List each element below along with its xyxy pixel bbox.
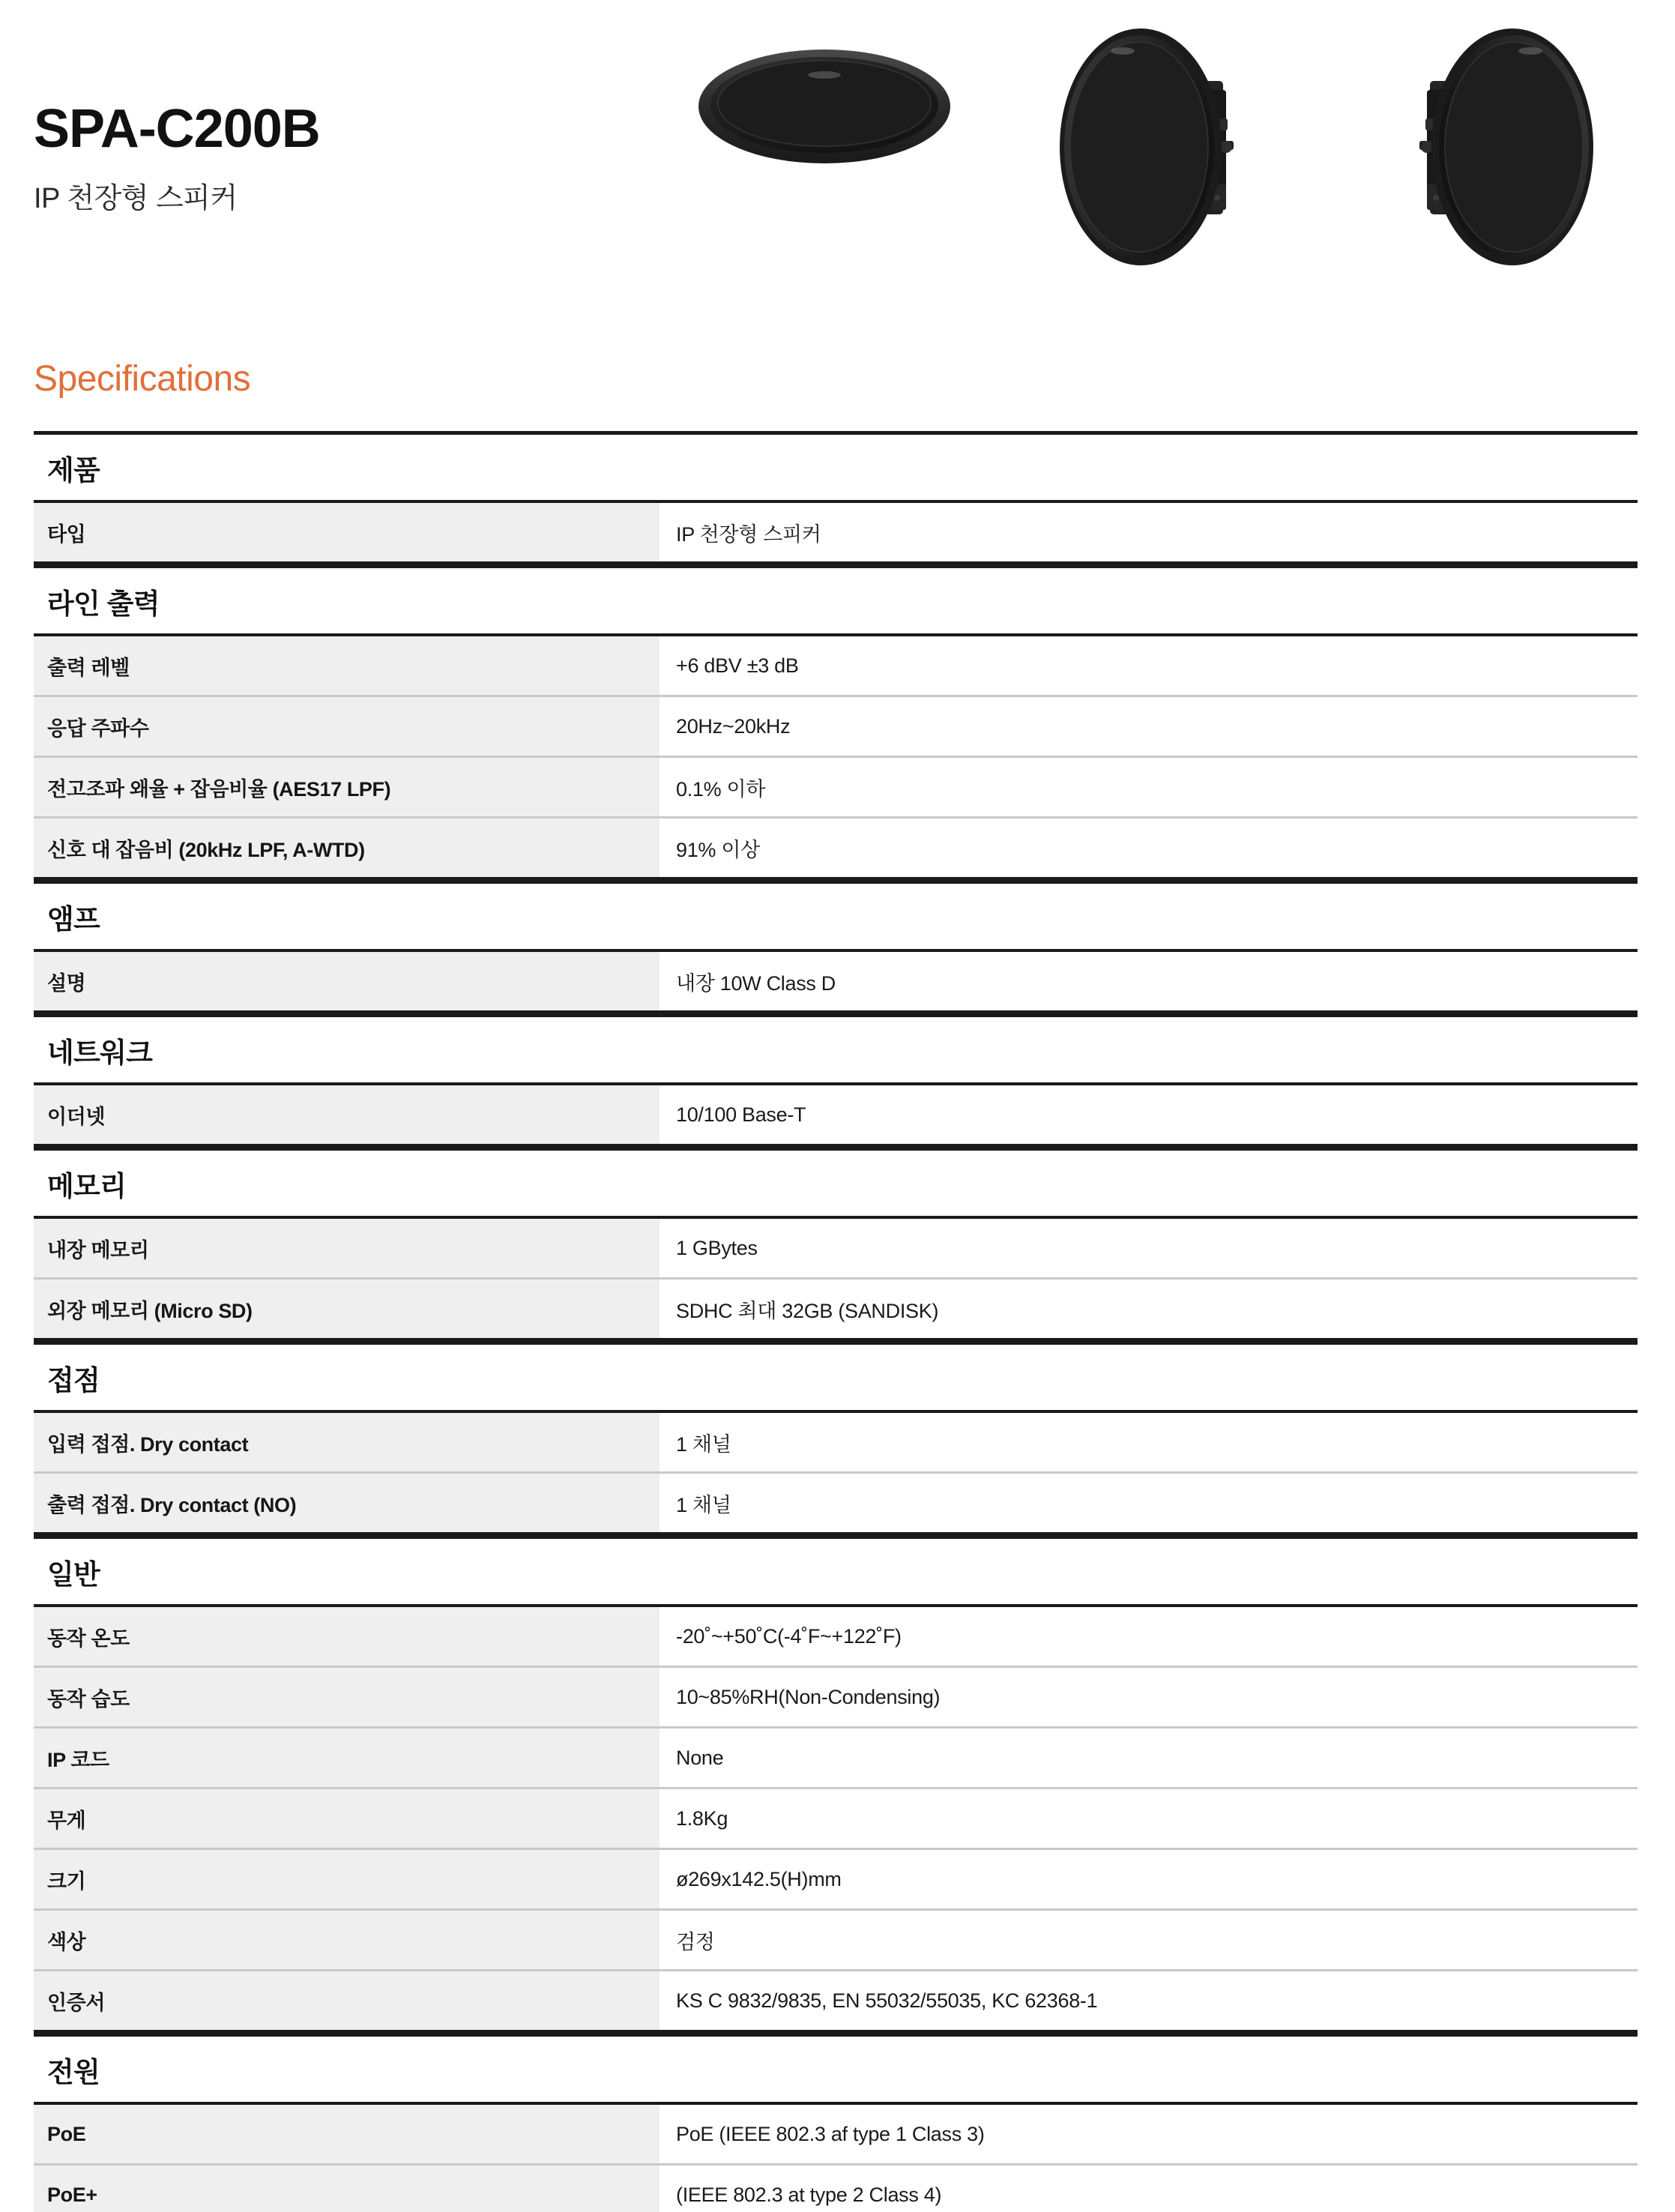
specifications-heading: Specifications [34, 359, 251, 399]
table-row [34, 1607, 1638, 1668]
spec-section [34, 1147, 1638, 1341]
spec-section [34, 564, 1638, 880]
title-block [34, 101, 320, 216]
spec-row-label: 내장 메모리 [34, 1219, 660, 1277]
spec-row-value: 1 채널 [660, 1413, 1638, 1471]
spec-section-header [34, 880, 1638, 952]
spec-section-header [34, 1147, 1638, 1219]
table-row [34, 2105, 1638, 2166]
spec-row-label: 입력 접점. Dry contact [34, 1413, 660, 1471]
table-row [34, 697, 1638, 758]
spec-row-label: 출력 접점. Dry contact (NO) [34, 1474, 660, 1532]
table-row [34, 1085, 1638, 1147]
spec-row-label: 전고조파 왜율 + 잡음비율 (AES17 LPF) [34, 758, 660, 816]
spec-section [34, 880, 1638, 1013]
spec-row-label: 동작 습도 [34, 1668, 660, 1726]
spec-row-value: -20˚~+50˚C(-4˚F~+122˚F) [660, 1607, 1638, 1666]
spec-section-header [34, 1341, 1638, 1413]
spec-row-value: 검정 [660, 1911, 1638, 1969]
spec-row-value: 1 채널 [660, 1474, 1638, 1532]
spec-section-title: 전원 [47, 2056, 100, 2088]
table-row [34, 1280, 1638, 1341]
spec-row-value: +6 dBV ±3 dB [660, 636, 1638, 695]
table-row [34, 1413, 1638, 1474]
spec-row-value: 10/100 Base-T [660, 1085, 1638, 1144]
spec-row-value: PoE (IEEE 802.3 af type 1 Class 3) [660, 2105, 1638, 2163]
spec-row-label: PoE [34, 2105, 660, 2163]
table-row [34, 2166, 1638, 2212]
spec-row-value: 20Hz~20kHz [660, 697, 1638, 756]
spec-row-label: 색상 [34, 1911, 660, 1969]
spec-row-label: IP 코드 [34, 1729, 660, 1787]
spec-row-value: None [660, 1729, 1638, 1787]
spec-section-title: 제품 [47, 454, 100, 486]
table-row [34, 1474, 1638, 1535]
spec-row-label: 출력 레벨 [34, 636, 660, 695]
speaker-front-angled-view [697, 37, 952, 172]
table-row [34, 1911, 1638, 1971]
spec-section-title: 라인 출력 [47, 588, 160, 619]
table-row [34, 1789, 1638, 1850]
spec-section-header [34, 431, 1638, 503]
spec-row-value: ø269x142.5(H)mm [660, 1850, 1638, 1908]
spec-section-title: 네트워크 [47, 1037, 153, 1068]
spec-row-value: (IEEE 802.3 at type 2 Class 4) [660, 2166, 1638, 2212]
page-header [0, 0, 1675, 322]
spec-section-title: 접점 [47, 1364, 100, 1396]
spec-row-label: 설명 [34, 952, 660, 1010]
table-row [34, 819, 1638, 880]
spec-row-value: 91% 이상 [660, 819, 1638, 877]
spec-row-value: 내장 10W Class D [660, 952, 1638, 1010]
table-row [34, 1668, 1638, 1729]
table-row [34, 636, 1638, 697]
spec-section [34, 1341, 1638, 1535]
spec-section-header [34, 1535, 1638, 1607]
table-row [34, 503, 1638, 564]
spec-section [34, 1013, 1638, 1147]
spec-row-value: 10~85%RH(Non-Condensing) [660, 1668, 1638, 1726]
spec-row-label: 타입 [34, 503, 660, 561]
spec-row-label: 동작 온도 [34, 1607, 660, 1666]
spec-row-value: 0.1% 이하 [660, 758, 1638, 816]
product-subtitle: IP 천장형 스피커 [34, 182, 238, 214]
spec-row-label: 인증서 [34, 1971, 660, 2030]
table-row [34, 1850, 1638, 1911]
spec-row-value: 1 GBytes [660, 1219, 1638, 1277]
spec-section [34, 1535, 1638, 2033]
spec-section-title: 앰프 [47, 903, 100, 935]
table-row [34, 1971, 1638, 2033]
spec-row-value: IP 천장형 스피커 [660, 503, 1638, 561]
spec-section [34, 431, 1638, 564]
table-row [34, 758, 1638, 819]
product-photo-gallery [697, 15, 1671, 285]
spec-row-value: KS C 9832/9835, EN 55032/55035, KC 62368-1 [660, 1971, 1638, 2030]
spec-row-label: 외장 메모리 (Micro SD) [34, 1280, 660, 1338]
spec-row-label: 응답 주파수 [34, 697, 660, 756]
spec-section-header [34, 2033, 1638, 2105]
spec-section-header [34, 1013, 1638, 1085]
table-row [34, 952, 1638, 1013]
table-row [34, 1729, 1638, 1789]
spec-row-value: 1.8Kg [660, 1789, 1638, 1848]
speaker-side-bracket-view-left [1057, 15, 1274, 270]
spec-row-label: 크기 [34, 1850, 660, 1908]
spec-row-label: 무게 [34, 1789, 660, 1848]
spec-section-title: 일반 [47, 1558, 100, 1590]
speaker-side-bracket-view-right [1379, 15, 1596, 270]
spec-section-header [34, 564, 1638, 636]
spec-section [34, 2033, 1638, 2212]
spec-section-title: 메모리 [47, 1170, 127, 1202]
page-title: SPA-C200B [34, 99, 320, 159]
specifications-table [34, 431, 1638, 2212]
spec-row-value: SDHC 최대 32GB (SANDISK) [660, 1280, 1638, 1338]
spec-row-label: 신호 대 잡음비 (20kHz LPF, A-WTD) [34, 819, 660, 877]
table-row [34, 1219, 1638, 1280]
spec-row-label: 이더넷 [34, 1085, 660, 1144]
spec-row-label: PoE+ [34, 2166, 660, 2212]
